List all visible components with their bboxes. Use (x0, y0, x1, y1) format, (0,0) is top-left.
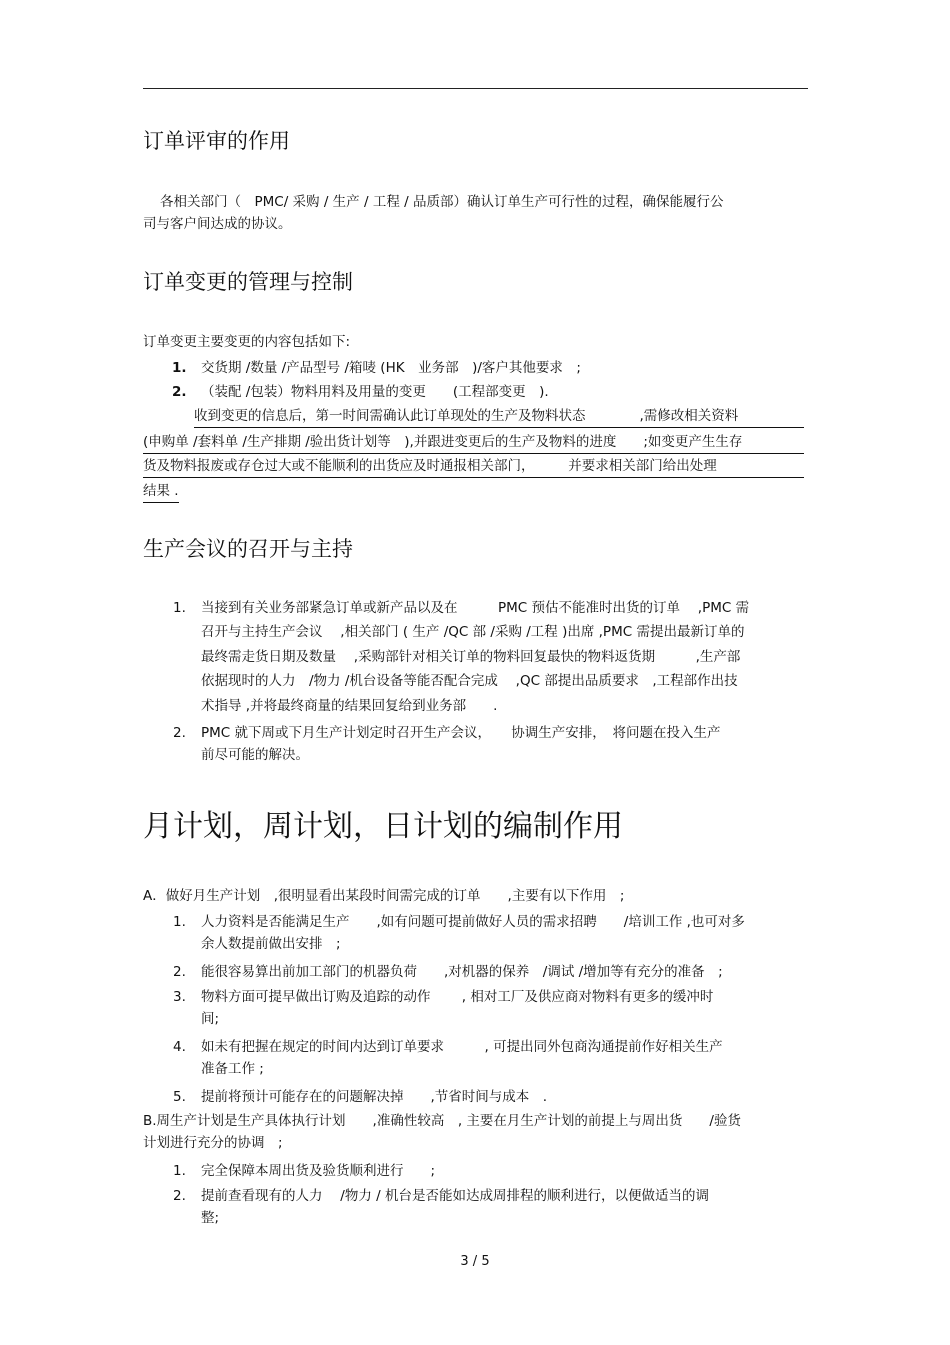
list-number: 1. (173, 914, 186, 930)
list-number: 2. (173, 725, 186, 741)
page-number: 3 / 5 (460, 1254, 490, 1269)
list-number: 5. (173, 1089, 186, 1105)
heading-production-meeting: 生产会议的召开与主持 (143, 537, 353, 561)
list-number: 3. (173, 989, 186, 1005)
list-item-text: 最终需走货日期及数量 ,采购部针对相关订单的物料回复最快的物料返货期 ,生产部 (201, 649, 741, 665)
list-number: 1. (173, 1163, 186, 1179)
list-item-text: 准备工作 ; (201, 1061, 264, 1077)
underlined-line: 收到变更的信息后，第一时间需确认此订单现处的生产及物料状态 ,需修改相关资料 (194, 406, 804, 428)
list-item-text: 术指导 ,并将最终商量的结果回复给到业务部 . (201, 698, 498, 714)
paragraph-line: 订单变更主要变更的内容包括如下: (143, 334, 351, 350)
heading-order-review: 订单评审的作用 (143, 129, 290, 153)
list-item-text: 提前将预计可能存在的问题解决掉 ,节省时间与成本 . (201, 1089, 548, 1105)
list-number: 1. (173, 600, 186, 616)
subsection-b-heading: 计划进行充分的协调 ; (143, 1135, 283, 1151)
list-item-text: 余人数提前做出安排 ; (201, 936, 341, 952)
list-item-text: 完全保障本周出货及验货顺利进行 ; (201, 1163, 436, 1179)
paragraph-line: 司与客户间达成的协议。 (143, 216, 292, 232)
list-number: 1. (172, 360, 187, 376)
heading-plan-roles: 月计划，周计划，日计划的编制作用 (143, 809, 623, 844)
subsection-a-heading: A．做好月生产计划 ,很明显看出某段时间需完成的订单 ,主要有以下作用 ; (143, 888, 625, 904)
list-item-text: 提前查看现有的人力 /物力 / 机台是否能如达成周排程的顺利进行，以便做适当的调 (201, 1188, 709, 1204)
list-item-text: 整; (201, 1210, 220, 1226)
list-item-text: 依据现时的人力 /物力 /机台设备等能否配合完成 ,QC 部提出品质要求 ,工程部作出技 (201, 673, 738, 689)
list-item-text: PMC 就下周或下月生产计划定时召开生产会议， 协调生产安排， 将问题在投入生产 (201, 725, 721, 741)
list-item-text: 召开与主持生产会议 ,相关部门 ( 生产 /QC 部 /采购 /工程 )出席 ,PMC 需提出最新订单的 (201, 624, 745, 640)
list-number: 2. (173, 964, 186, 980)
paragraph-line: 各相关部门（ PMC/ 采购 / 生产 / 工程 / 品质部）确认订单生产可行性的过程，确保能履行公 (160, 194, 724, 210)
list-item-text: 如未有把握在规定的时间内达到订单要求 , 可提出同外包商沟通提前作好相关生产 (201, 1039, 723, 1055)
list-item-text: 间; (201, 1011, 220, 1027)
subsection-b-heading: B.周生产计划是生产具体执行计划 ,准确性较高 , 主要在月生产计划的前提上与周出货 /验货 (143, 1113, 741, 1129)
list-item-text: 物料方面可提早做出订购及追踪的动作 , 相对工厂及供应商对物料有更多的缓冲时 (201, 989, 714, 1005)
header-rule (143, 88, 808, 89)
underlined-line: 结果 . (143, 481, 179, 503)
list-number: 2. (173, 1188, 186, 1204)
list-number: 2. (172, 384, 187, 400)
underlined-line: (申购单 /套料单 /生产排期 /验出货计划等 ),并跟进变更后的生产及物料的进度 ;如变更产生生存 (143, 432, 804, 454)
list-item-text: 当接到有关业务部紧急订单或新产品以及在 PMC 预估不能准时出货的订单 ,PMC 需 (201, 600, 750, 616)
list-item-text: （装配 /包装）物料用料及用量的变更 (工程部变更 ). (201, 384, 549, 400)
list-item-text: 人力资料是否能满足生产 ,如有问题可提前做好人员的需求招聘 /培训工作 ,也可对多 (201, 914, 745, 930)
underlined-line: 货及物料报废或存仓过大或不能顺利的出货应及时通报相关部门， 并要求相关部门给出处理 (143, 456, 804, 478)
list-item-text: 交货期 /数量 /产品型号 /箱唛 (HK 业务部 )/客户其他要求 ; (201, 360, 581, 376)
list-item-text: 前尽可能的解决。 (201, 747, 309, 763)
heading-order-change: 订单变更的管理与控制 (143, 270, 353, 294)
list-item-text: 能很容易算出前加工部门的机器负荷 ,对机器的保养 /调试 /增加等有充分的准备 ; (201, 964, 723, 980)
list-number: 4. (173, 1039, 186, 1055)
